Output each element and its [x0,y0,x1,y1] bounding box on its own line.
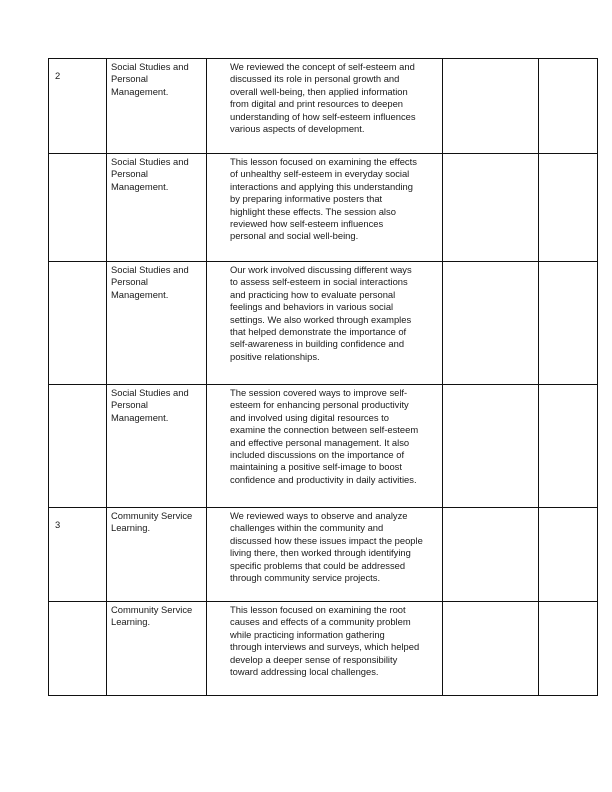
description-line: positive relationships. [230,350,320,362]
description-line: This lesson focused on examining the root [230,604,406,615]
description-line: toward addressing local challenges. [230,666,379,678]
empty-cell-col5 [539,602,598,696]
description-line: examine the connection between self-esteem [230,424,419,436]
description-line: confidence and productivity in daily activities. [230,473,417,485]
week-cell [49,59,107,154]
description-line: through interviews and surveys, which helped [230,641,420,653]
empty-cell-col5 [539,385,598,508]
subject-line: Personal [111,168,149,180]
description-line: settings. We also worked through examples [230,313,412,325]
empty-cell-col4 [443,262,539,385]
empty-cell-col4 [443,602,539,696]
description-text [207,59,442,135]
empty-cell-col4 [443,154,539,262]
empty-cell-col4 [443,508,539,602]
subject-line: Personal [111,73,149,85]
table-body [49,59,598,696]
week-number [49,262,106,273]
empty-cell-col5 [539,262,598,385]
week-cell [49,602,107,696]
description-cell [207,154,443,262]
description-line: understanding of how self-esteem influences [230,110,416,122]
description-text [207,262,442,363]
description-line: by preparing informative posters that [230,193,383,205]
subject-line: Learning. [111,522,151,534]
table-row [49,154,598,262]
subject-cell [107,508,207,602]
description-line: We reviewed the concept of self-esteem and [230,61,415,72]
description-line: challenges within the community and [230,522,384,534]
subject-line: Social Studies and [111,156,189,167]
table-row [49,385,598,508]
description-line: feelings and behaviors in various social [230,301,394,313]
description-text [207,602,442,678]
week-cell [49,385,107,508]
week-number: 2 [55,70,61,81]
description-line: causes and effects of a community problem [230,616,411,628]
subject-line: Social Studies and [111,264,189,275]
subject-cell [107,385,207,508]
empty-cell-col4 [443,385,539,508]
subject-line: Social Studies and [111,61,189,72]
description-line: reviewed how self-esteem influences [230,218,384,230]
description-line: specific problems that could be addressed [230,559,406,571]
description-line: esteem for enhancing personal productivity [230,399,409,411]
description-text [207,154,442,243]
description-line: overall well-being, then applied information [230,85,408,97]
table-row [49,508,598,602]
description-line: develop a deeper sense of responsibility [230,653,398,665]
week-cell [49,508,107,602]
description-cell [207,385,443,508]
description-line: interactions and applying this understanding [230,180,413,192]
description-line: and practicing how to evaluate personal [230,288,396,300]
description-line: We reviewed ways to observe and analyze [230,510,408,521]
description-line: various aspects of development. [230,123,365,135]
table-row [49,602,598,696]
subject-line: Management. [111,288,169,300]
description-text [207,508,442,584]
subject-cell [107,262,207,385]
subject-line: Personal [111,276,149,288]
subject-line: Management. [111,85,169,97]
subject-text [107,508,206,535]
week-number [49,602,106,613]
description-cell [207,508,443,602]
description-line: to assess self-esteem in social interactions [230,276,408,288]
empty-cell-col5 [539,508,598,602]
table-row [49,262,598,385]
description-cell [207,602,443,696]
week-cell [49,262,107,385]
subject-line: Community Service [111,604,193,615]
empty-cell-col5 [539,154,598,262]
lesson-log-table [48,58,598,696]
subject-line: Community Service [111,510,193,521]
empty-cell-col5 [539,59,598,154]
subject-line: Personal [111,399,149,411]
subject-line: Management. [111,411,169,423]
description-line: discussed its role in personal growth and [230,73,400,85]
subject-text [107,385,206,424]
week-number [49,154,106,165]
subject-text [107,602,206,629]
subject-cell [107,59,207,154]
description-line: self-awareness in building confidence and [230,338,405,350]
description-line: and effective personal management. It also [230,436,410,448]
description-line: discussed how these issues impact the people [230,534,423,546]
subject-line: Learning. [111,616,151,628]
description-line: included discussions on the importance of [230,449,405,461]
subject-cell [107,154,207,262]
subject-text [107,262,206,301]
subject-text [107,59,206,98]
subject-line: Management. [111,180,169,192]
week-number [49,385,106,396]
description-line: personal and social well-being. [230,230,359,242]
description-line: through community service projects. [230,572,381,584]
description-line: of unhealthy self-esteem in everyday social [230,168,410,180]
description-cell [207,59,443,154]
table-row [49,59,598,154]
description-line: that helped demonstrate the importance of [230,326,407,338]
description-line: while practicing information gathering [230,628,385,640]
subject-cell [107,602,207,696]
subject-text [107,154,206,193]
description-line: and involved using digital resources to [230,411,389,423]
description-cell [207,262,443,385]
description-line: maintaining a positive self-image to boost [230,461,402,473]
description-text [207,385,442,486]
subject-line: Social Studies and [111,387,189,398]
week-cell [49,154,107,262]
week-number: 3 [55,519,61,530]
description-line: from digital and print resources to deepen [230,98,404,110]
description-line: living there, then worked through identifying [230,547,411,559]
description-line: This lesson focused on examining the effects [230,156,417,167]
description-line: Our work involved discussing different ways [230,264,412,275]
description-line: The session covered ways to improve self- [230,387,408,398]
description-line: highlight these effects. The session also [230,205,396,217]
empty-cell-col4 [443,59,539,154]
